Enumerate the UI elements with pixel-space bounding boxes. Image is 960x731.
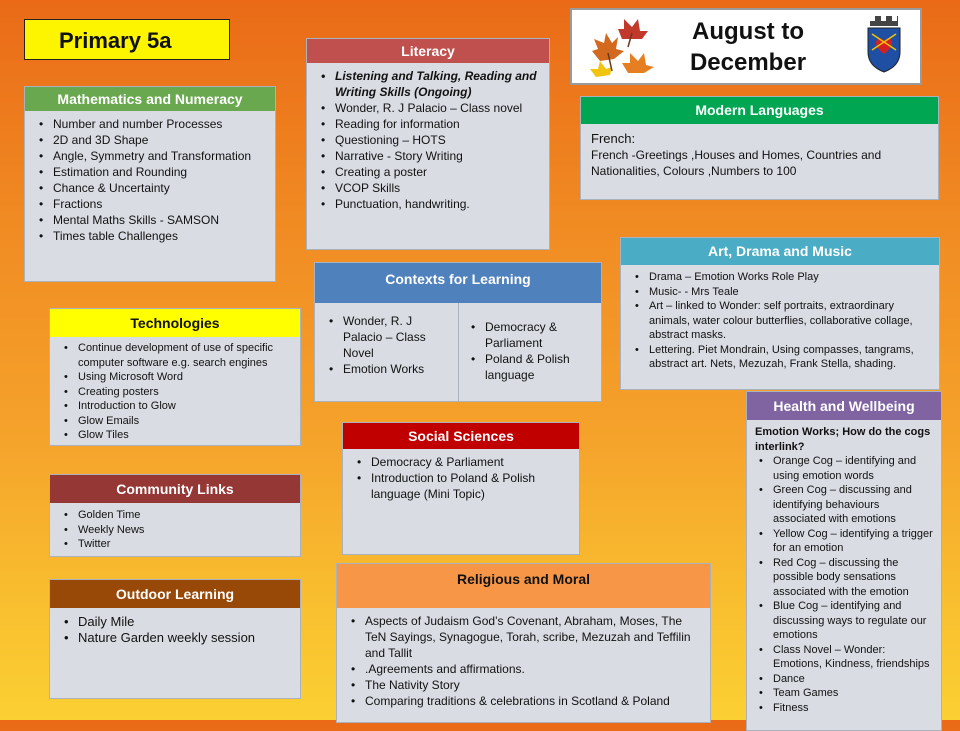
list-item: • Weekly News [78, 523, 292, 538]
list-item: • Poland & Polish language [485, 351, 595, 383]
list-item: • Drama – Emotion Works Role Play [649, 270, 931, 285]
maths-panel [24, 86, 276, 282]
health-heading: Health and Wellbeing [747, 392, 941, 420]
list-item: • Glow Emails [78, 414, 292, 429]
social-sciences-panel [342, 422, 580, 555]
list-item: • Continue development of use of specific computer software e.g. search engines [78, 341, 292, 370]
list-item: • Fractions [53, 196, 267, 212]
list-item: • Twitter [78, 537, 292, 552]
art-heading: Art, Drama and Music [621, 238, 939, 265]
date-range [670, 16, 826, 78]
list-item: • Lettering. Piet Mondrain, Using compasses, tangrams, abstract art. Nets, Mezuzah, Frank Stella, shading. [649, 343, 931, 372]
school-crest-icon [864, 14, 904, 74]
list-item: • Art – linked to Wonder: self portraits, extraordinary animals, water colour butterflies, collaborative collage, abstract masks. [649, 299, 931, 343]
list-item: • 2D and 3D Shape [53, 132, 267, 148]
date-line-1: August to [692, 18, 804, 45]
health-panel [746, 391, 942, 731]
list-item: • Introduction to Glow [78, 399, 292, 414]
list-item: • Times table Challenges [53, 228, 267, 244]
community-heading: Community Links [50, 475, 300, 503]
maths-heading: Mathematics and Numeracy [25, 87, 275, 111]
health-list [747, 420, 941, 719]
social-sciences-heading: Social Sciences [343, 423, 579, 449]
list-item: • Dance [773, 672, 933, 687]
list-item: • VCOP Skills [335, 180, 541, 196]
list-item: • Wonder, R. J Palacio – Class novel [335, 100, 541, 116]
social-sciences-list [343, 449, 579, 506]
contexts-left-column [315, 303, 459, 401]
modern-languages-label: French: [591, 131, 636, 146]
literacy-panel [306, 38, 550, 250]
modern-languages-text: French -Greetings ,Houses and Homes, Countries and Nationalities, Colours ,Numbers to 100 [591, 148, 882, 178]
list-item: • Angle, Symmetry and Transformation [53, 148, 267, 164]
list-item: • Creating a poster [335, 164, 541, 180]
contexts-columns [315, 303, 601, 401]
modern-languages-panel [580, 96, 939, 200]
list-item: • Blue Cog – identifying and discussing ways to regulate our emotions [773, 599, 933, 643]
list-item: • Democracy & Parliament [371, 454, 571, 470]
list-item: • Wonder, R. J Palacio – Class Novel [343, 313, 452, 361]
list-item: • Team Games [773, 686, 933, 701]
list-item: • Punctuation, handwriting. [335, 196, 541, 212]
list-item: • Questioning – HOTS [335, 132, 541, 148]
list-item: • Using Microsoft Word [78, 370, 292, 385]
list-item: • Green Cog – discussing and identifying behaviours associated with emotions [773, 483, 933, 527]
list-item: • Music- - Mrs Teale [649, 285, 931, 300]
literacy-list [307, 63, 549, 216]
list-item: • Aspects of Judaism God’s Covenant, Abraham, Moses, The TeN Sayings, Synagogue, Torah, scribe, Mezuzah and Teffilin and Tallit [365, 613, 702, 661]
list-item: • Orange Cog – identifying and using emotion words [773, 454, 933, 483]
list-item: • Chance & Uncertainty [53, 180, 267, 196]
contexts-panel [314, 262, 602, 402]
list-item: • Introduction to Poland & Polish language (Mini Topic) [371, 470, 571, 502]
contexts-right-column [459, 303, 601, 401]
technologies-heading: Technologies [50, 309, 300, 337]
outdoor-list [50, 608, 300, 650]
list-item: • Listening and Talking, Reading and Writing Skills (Ongoing) [335, 68, 541, 100]
community-list [50, 503, 300, 556]
date-panel [570, 8, 922, 85]
list-item: • Class Novel – Wonder: Emotions, Kindness, friendships [773, 643, 933, 672]
page-title: Primary 5a [24, 19, 230, 60]
technologies-panel [49, 308, 301, 446]
list-item: • Red Cog – discussing the possible body sensations associated with the emotion [773, 556, 933, 600]
list-item: • Comparing traditions & celebrations in Scotland & Poland [365, 693, 702, 709]
modern-languages-heading: Modern Languages [581, 97, 938, 124]
list-item: • Number and number Processes [53, 116, 267, 132]
list-item: • Fitness [773, 701, 933, 716]
list-item: • Creating posters [78, 385, 292, 400]
list-item: • Daily Mile [78, 614, 292, 630]
autumn-leaves-icon [582, 13, 662, 83]
list-item: • The Nativity Story [365, 677, 702, 693]
list-item: • Narrative - Story Writing [335, 148, 541, 164]
list-item: • Golden Time [78, 508, 292, 523]
religious-list [337, 608, 710, 713]
list-item: • Emotion Works [343, 361, 452, 377]
religious-heading: Religious and Moral [337, 564, 710, 608]
outdoor-panel [49, 579, 301, 699]
list-item: • .Agreements and affirmations. [365, 661, 702, 677]
art-panel [620, 237, 940, 390]
list-item: • Mental Maths Skills - SAMSON [53, 212, 267, 228]
date-line-2: December [689, 49, 807, 76]
outdoor-heading: Outdoor Learning [50, 580, 300, 608]
art-list [621, 265, 939, 376]
contexts-heading: Contexts for Learning [315, 263, 601, 303]
religious-panel [336, 563, 711, 723]
maths-list [25, 111, 275, 248]
community-panel [49, 474, 301, 557]
list-item: • Estimation and Rounding [53, 164, 267, 180]
list-item: • Nature Garden weekly session [78, 630, 292, 646]
list-item: • Yellow Cog – identifying a trigger for an emotion [773, 527, 933, 556]
list-item: • Democracy & Parliament [485, 319, 595, 351]
health-intro: Emotion Works; How do the cogs interlink? [755, 426, 931, 453]
list-item: • Glow Tiles [78, 428, 292, 443]
list-item: • Reading for information [335, 116, 541, 132]
technologies-list [50, 337, 300, 447]
literacy-heading: Literacy [307, 39, 549, 63]
